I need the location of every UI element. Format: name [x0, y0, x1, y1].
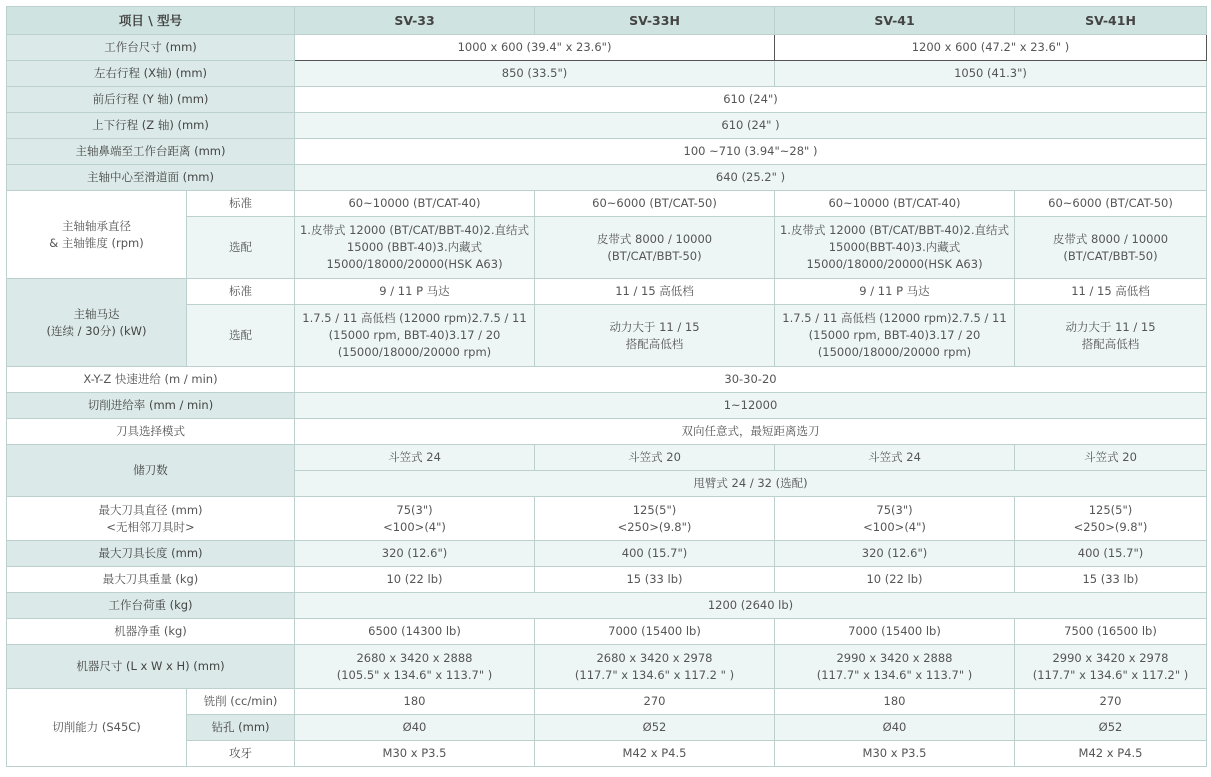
- model-header-sv41h: SV-41H: [1015, 7, 1207, 35]
- drilling-sv33h: Ø52: [535, 715, 775, 741]
- motor-opt-sv41h-line1: 动力大于 11 / 15: [1065, 319, 1156, 334]
- center-to-guide-value: 640 (25.2" ): [295, 165, 1207, 191]
- row-label-y-travel: 前后行程 (Y 轴) (mm): [7, 87, 295, 113]
- dimensions-sv33h: [535, 645, 775, 689]
- tool-select-value: 双向任意式，最短距离选刀: [295, 419, 1207, 445]
- max-tool-wt-sv33h: 15 (33 lb): [535, 567, 775, 593]
- table-load-value: 1200 (2640 lb): [295, 593, 1207, 619]
- max-tool-dia-sv41h-line2: <250>(9.8"): [1073, 519, 1148, 534]
- row-label-magazine: 储刀数: [7, 445, 295, 497]
- row-label-rapid: X-Y-Z 快速进给 (m / min): [7, 367, 295, 393]
- row-label-table-size: 工作台尺寸 (mm): [7, 35, 295, 61]
- item-model-header: 项目 \ 型号: [7, 7, 295, 35]
- table-row: [7, 741, 1207, 767]
- motor-std-sv33h: 11 / 15 高低档: [535, 279, 775, 305]
- nose-to-table-value: 100 ~710 (3.94"~28" ): [295, 139, 1207, 165]
- net-weight-sv41: 7000 (15400 lb): [775, 619, 1015, 645]
- table-row: [7, 497, 1207, 541]
- table-row: [7, 541, 1207, 567]
- spindle-label-line1: 主轴轴承直径: [62, 218, 131, 233]
- max-tool-len-sv33: 320 (12.6"): [295, 541, 535, 567]
- dimensions-sv41-line1: 2990 x 3420 x 2888: [836, 650, 953, 665]
- motor-std-label: 标准: [187, 279, 295, 305]
- spindle-opt-sv33h-line2: (BT/CAT/BBT-50): [607, 248, 702, 263]
- motor-opt-sv41-line3: (15000/18000/20000 rpm): [817, 345, 972, 359]
- table-size-sv41: 1200 x 600 (47.2" x 23.6" ): [775, 35, 1207, 61]
- spec-table: [6, 6, 1207, 767]
- milling-sv41: 180: [775, 689, 1015, 715]
- dimensions-sv33h-line1: 2680 x 3420 x 2978: [596, 650, 713, 665]
- magazine-sv33h: 斗笠式 20: [535, 445, 775, 471]
- table-row: [7, 645, 1207, 689]
- dimensions-sv33: [295, 645, 535, 689]
- motor-std-sv41: 9 / 11 P 马达: [775, 279, 1015, 305]
- row-label-max-tool-len: 最大刀具长度 (mm): [7, 541, 295, 567]
- table-row: [7, 393, 1207, 419]
- cutting-milling-label: 铣削 (cc/min): [187, 689, 295, 715]
- magazine-sv33: 斗笠式 24: [295, 445, 535, 471]
- max-tool-wt-sv41: 10 (22 lb): [775, 567, 1015, 593]
- spindle-std-sv41h: 60~6000 (BT/CAT-50): [1015, 191, 1207, 217]
- spindle-opt-sv41-line1: 1.皮带式 12000 (BT/CAT/BBT-40)2.直结式: [779, 223, 1010, 237]
- row-label-net-weight: 机器净重 (kg): [7, 619, 295, 645]
- table-row: [7, 61, 1207, 87]
- y-travel-value: 610 (24"): [295, 87, 1207, 113]
- drilling-sv41h: Ø52: [1015, 715, 1207, 741]
- feed-value: 1~12000: [295, 393, 1207, 419]
- motor-std-sv33: 9 / 11 P 马达: [295, 279, 535, 305]
- table-row: [7, 715, 1207, 741]
- motor-opt-sv41h-line2: 搭配高低档: [1081, 336, 1140, 351]
- max-tool-dia-sv33-line1: 75(3"): [396, 502, 433, 517]
- table-row: [7, 139, 1207, 165]
- table-row: [7, 165, 1207, 191]
- spindle-opt-sv41-line2: 15000(BBT-40)3.内藏式: [828, 240, 961, 254]
- table-row: [7, 87, 1207, 113]
- row-label-tool-select: 刀具选择模式: [7, 419, 295, 445]
- row-label-center-to-guide: 主轴中心至滑道面 (mm): [7, 165, 295, 191]
- magazine-arm-value: 甩臂式 24 / 32 (选配): [295, 471, 1207, 497]
- table-row: [7, 305, 1207, 367]
- table-row: [7, 445, 1207, 471]
- row-label-motor: [7, 279, 187, 367]
- x-travel-sv41: 1050 (41.3"): [775, 61, 1207, 87]
- table-row: [7, 367, 1207, 393]
- model-header-sv33h: SV-33H: [535, 7, 775, 35]
- cutting-drilling-label: 钻孔 (mm): [187, 715, 295, 741]
- motor-opt-sv33: [295, 305, 535, 367]
- dimensions-sv41h-line1: 2990 x 3420 x 2978: [1052, 650, 1169, 665]
- max-tool-dia-sv33h-line2: <250>(9.8"): [617, 519, 692, 534]
- tapping-sv33: M30 x P3.5: [295, 741, 535, 767]
- motor-opt-sv33h-line2: 搭配高低档: [625, 336, 684, 351]
- spindle-opt-sv41h-line2: (BT/CAT/BBT-50): [1063, 248, 1158, 263]
- max-tool-len-sv41: 320 (12.6"): [775, 541, 1015, 567]
- row-label-feed: 切削进给率 (mm / min): [7, 393, 295, 419]
- row-label-spindle: [7, 191, 187, 279]
- row-label-x-travel: 左右行程 (X轴) (mm): [7, 61, 295, 87]
- table-row: [7, 113, 1207, 139]
- spindle-std-sv33: 60~10000 (BT/CAT-40): [295, 191, 535, 217]
- spindle-opt-sv41h: [1015, 217, 1207, 279]
- spindle-opt-sv33-line2: 15000 (BBT-40)3.内藏式: [346, 240, 483, 254]
- table-row: [7, 35, 1207, 61]
- x-travel-sv33: 850 (33.5"): [295, 61, 775, 87]
- max-tool-dia-label-line1: 最大刀具直径 (mm): [98, 502, 203, 517]
- row-label-dimensions: 机器尺寸 (L x W x H) (mm): [7, 645, 295, 689]
- max-tool-dia-sv41-line2: <100>(4"): [863, 519, 926, 534]
- max-tool-dia-label-line2: <无相邻刀具时>: [106, 519, 195, 534]
- cutting-tapping-label: 攻牙: [187, 741, 295, 767]
- dimensions-sv41-line2: (117.7" x 134.6" x 113.7" ): [816, 667, 973, 682]
- table-row: [7, 593, 1207, 619]
- net-weight-sv33h: 7000 (15400 lb): [535, 619, 775, 645]
- max-tool-len-sv41h: 400 (15.7"): [1015, 541, 1207, 567]
- spindle-opt-sv33h: [535, 217, 775, 279]
- row-label-z-travel: 上下行程 (Z 轴) (mm): [7, 113, 295, 139]
- tapping-sv41h: M42 x P4.5: [1015, 741, 1207, 767]
- table-row: [7, 689, 1207, 715]
- milling-sv33: 180: [295, 689, 535, 715]
- max-tool-len-sv33h: 400 (15.7"): [535, 541, 775, 567]
- table-row: [7, 567, 1207, 593]
- motor-opt-sv33h: [535, 305, 775, 367]
- motor-opt-sv41h: [1015, 305, 1207, 367]
- dimensions-sv33-line1: 2680 x 3420 x 2888: [356, 650, 473, 665]
- z-travel-value: 610 (24" ): [295, 113, 1207, 139]
- motor-opt-sv33-line3: (15000/18000/20000 rpm): [337, 345, 492, 359]
- spindle-std-label: 标准: [187, 191, 295, 217]
- motor-label-line2: (连续 / 30分) (kW): [46, 323, 147, 338]
- max-tool-wt-sv33: 10 (22 lb): [295, 567, 535, 593]
- max-tool-dia-sv41h: [1015, 497, 1207, 541]
- row-label-max-tool-wt: 最大刀具重量 (kg): [7, 567, 295, 593]
- model-header-sv33: SV-33: [295, 7, 535, 35]
- milling-sv33h: 270: [535, 689, 775, 715]
- table-row: [7, 279, 1207, 305]
- max-tool-wt-sv41h: 15 (33 lb): [1015, 567, 1207, 593]
- motor-std-sv41h: 11 / 15 高低档: [1015, 279, 1207, 305]
- spindle-opt-label: 选配: [187, 217, 295, 279]
- header-row: [7, 7, 1207, 35]
- table-row: [7, 217, 1207, 279]
- spindle-opt-sv33h-line1: 皮带式 8000 / 10000: [596, 231, 713, 246]
- spindle-label-line2: & 主轴锥度 (rpm): [49, 235, 144, 250]
- max-tool-dia-sv41h-line1: 125(5"): [1088, 502, 1133, 517]
- motor-opt-sv33-line1: 1.7.5 / 11 高低档 (12000 rpm)2.7.5 / 11: [302, 311, 527, 325]
- dimensions-sv33h-line2: (117.7" x 134.6" x 117.2 " ): [574, 667, 735, 682]
- drilling-sv41: Ø40: [775, 715, 1015, 741]
- table-size-sv33: 1000 x 600 (39.4" x 23.6"): [295, 35, 775, 61]
- max-tool-dia-sv33h: [535, 497, 775, 541]
- magazine-sv41h: 斗笠式 20: [1015, 445, 1207, 471]
- spindle-std-sv41: 60~10000 (BT/CAT-40): [775, 191, 1015, 217]
- dimensions-sv41h-line2: (117.7" x 134.6" x 117.2" ): [1032, 667, 1189, 682]
- max-tool-dia-sv41-line1: 75(3"): [876, 502, 913, 517]
- milling-sv41h: 270: [1015, 689, 1207, 715]
- table-row: [7, 191, 1207, 217]
- max-tool-dia-sv33h-line1: 125(5"): [632, 502, 677, 517]
- max-tool-dia-sv33-line2: <100>(4"): [383, 519, 446, 534]
- table-row: [7, 419, 1207, 445]
- motor-opt-sv33-line2: (15000 rpm, BBT-40)3.17 / 20: [328, 328, 501, 342]
- motor-opt-label: 选配: [187, 305, 295, 367]
- tapping-sv33h: M42 x P4.5: [535, 741, 775, 767]
- row-label-max-tool-dia: [7, 497, 295, 541]
- row-label-nose-to-table: 主轴鼻端至工作台距离 (mm): [7, 139, 295, 165]
- motor-label-line1: 主轴马达: [73, 306, 120, 321]
- max-tool-dia-sv33: [295, 497, 535, 541]
- spindle-opt-sv41: [775, 217, 1015, 279]
- dimensions-sv41h: [1015, 645, 1207, 689]
- motor-opt-sv41-line2: (15000 rpm, BBT-40)3.17 / 20: [808, 328, 981, 342]
- net-weight-sv41h: 7500 (16500 lb): [1015, 619, 1207, 645]
- motor-opt-sv41: [775, 305, 1015, 367]
- magazine-sv41: 斗笠式 24: [775, 445, 1015, 471]
- model-header-sv41: SV-41: [775, 7, 1015, 35]
- dimensions-sv41: [775, 645, 1015, 689]
- table-row: [7, 619, 1207, 645]
- spindle-opt-sv41h-line1: 皮带式 8000 / 10000: [1052, 231, 1169, 246]
- motor-opt-sv33h-line1: 动力大于 11 / 15: [609, 319, 700, 334]
- dimensions-sv33-line2: (105.5" x 134.6" x 113.7" ): [336, 667, 493, 682]
- max-tool-dia-sv41: [775, 497, 1015, 541]
- motor-opt-sv41-line1: 1.7.5 / 11 高低档 (12000 rpm)2.7.5 / 11: [782, 311, 1007, 325]
- rapid-value: 30-30-20: [295, 367, 1207, 393]
- row-label-cutting: 切削能力 (S45C): [7, 689, 187, 767]
- tapping-sv41: M30 x P3.5: [775, 741, 1015, 767]
- spindle-opt-sv41-line3: 15000/18000/20000(HSK A63): [806, 257, 983, 271]
- drilling-sv33: Ø40: [295, 715, 535, 741]
- spindle-opt-sv33-line3: 15000/18000/20000(HSK A63): [326, 257, 503, 271]
- spindle-opt-sv33: [295, 217, 535, 279]
- row-label-table-load: 工作台荷重 (kg): [7, 593, 295, 619]
- spindle-opt-sv33-line1: 1.皮带式 12000 (BT/CAT/BBT-40)2.直结式: [299, 223, 530, 237]
- net-weight-sv33: 6500 (14300 lb): [295, 619, 535, 645]
- spindle-std-sv33h: 60~6000 (BT/CAT-50): [535, 191, 775, 217]
